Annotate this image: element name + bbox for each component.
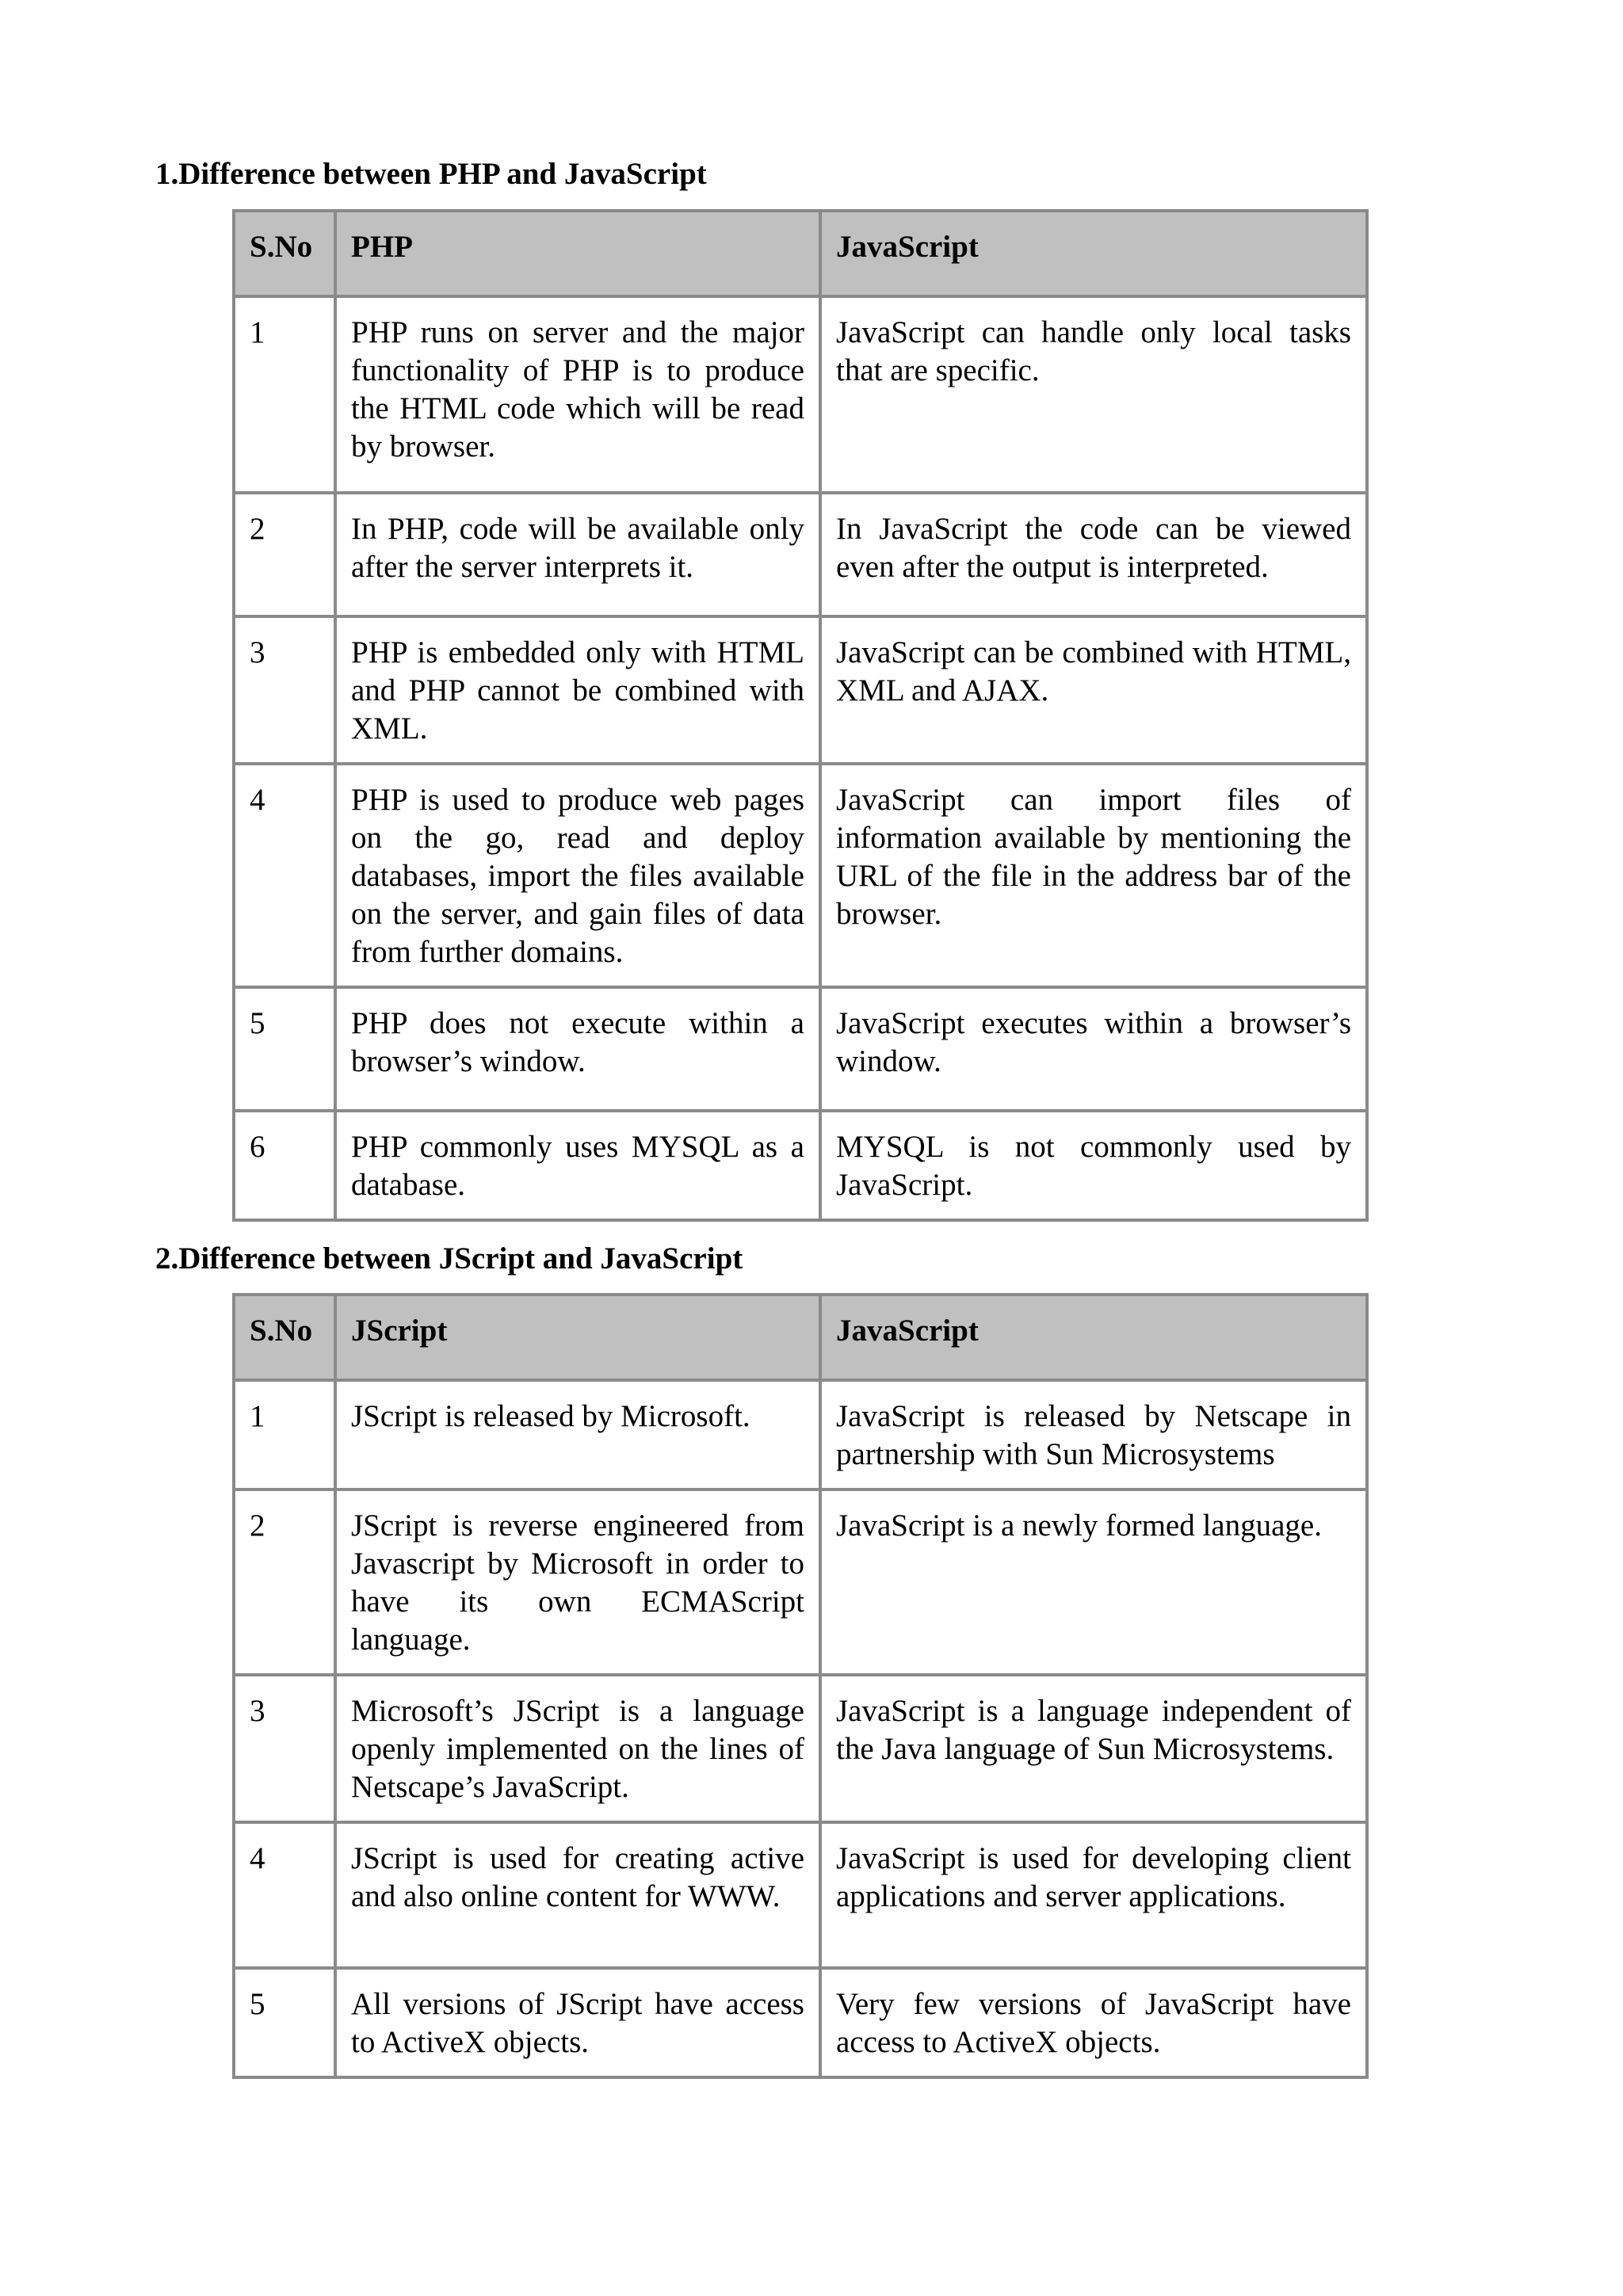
cell-php: PHP commonly uses MYSQL as a database. (335, 1111, 820, 1220)
cell-jscript: JScript is released by Microsoft. (335, 1380, 820, 1489)
table-row (234, 1380, 1367, 1489)
cell-javascript: Very few versions of JavaScript have access to ActiveX objects. (820, 1968, 1367, 2077)
cell-sno: 4 (234, 1822, 335, 1968)
table-row (234, 296, 1367, 493)
cell-javascript: JavaScript can import files of information available by mentioning the URL of the file in the address bar of the browser. (820, 764, 1367, 987)
table-row (234, 1111, 1367, 1220)
cell-sno: 5 (234, 987, 335, 1111)
cell-sno: 5 (234, 1968, 335, 2077)
cell-jscript: All versions of JScript have access to ActiveX objects. (335, 1968, 820, 2077)
table-header-row (234, 211, 1367, 296)
cell-javascript: JavaScript is used for developing client applications and server applications. (820, 1822, 1367, 1968)
cell-javascript: JavaScript executes within a browser’s window. (820, 987, 1367, 1111)
table-row (234, 1675, 1367, 1822)
cell-sno: 2 (234, 493, 335, 616)
table-row (234, 987, 1367, 1111)
cell-jscript: JScript is reverse engineered from Javascript by Microsoft in order to have its own ECMAScript language. (335, 1489, 820, 1675)
cell-javascript: MYSQL is not commonly used by JavaScript. (820, 1111, 1367, 1220)
table-row (234, 764, 1367, 987)
cell-javascript: JavaScript is released by Netscape in partnership with Sun Microsystems (820, 1380, 1367, 1489)
cell-sno: 2 (234, 1489, 335, 1675)
cell-sno: 6 (234, 1111, 335, 1220)
table-row (234, 1822, 1367, 1968)
header-sno: S.No (234, 211, 335, 296)
cell-sno: 3 (234, 1675, 335, 1822)
cell-javascript: In JavaScript the code can be viewed even after the output is interpreted. (820, 493, 1367, 616)
header-sno: S.No (234, 1295, 335, 1380)
section-heading-php-vs-javascript: 1.Difference between PHP and JavaScript (155, 157, 707, 191)
header-javascript: JavaScript (820, 211, 1367, 296)
cell-sno: 4 (234, 764, 335, 987)
header-php: PHP (335, 211, 820, 296)
cell-php: PHP runs on server and the major functionality of PHP is to produce the HTML code which will be read by browser. (335, 296, 820, 493)
comparison-table-jscript-vs-javascript (232, 1293, 1369, 2079)
header-javascript: JavaScript (820, 1295, 1367, 1380)
section-heading-jscript-vs-javascript: 2.Difference between JScript and JavaScript (155, 1241, 743, 1276)
cell-sno: 1 (234, 296, 335, 493)
table-row (234, 616, 1367, 764)
cell-jscript: Microsoft’s JScript is a language openly implemented on the lines of Netscape’s JavaScript. (335, 1675, 820, 1822)
comparison-table-php-vs-javascript (232, 209, 1369, 1222)
cell-jscript: JScript is used for creating active and also online content for WWW. (335, 1822, 820, 1968)
table-row (234, 1489, 1367, 1675)
cell-sno: 1 (234, 1380, 335, 1489)
cell-php: PHP does not execute within a browser’s window. (335, 987, 820, 1111)
header-jscript: JScript (335, 1295, 820, 1380)
cell-php: PHP is embedded only with HTML and PHP cannot be combined with XML. (335, 616, 820, 764)
cell-javascript: JavaScript can handle only local tasks that are specific. (820, 296, 1367, 493)
table-header-row (234, 1295, 1367, 1380)
cell-javascript: JavaScript is a language independent of the Java language of Sun Microsystems. (820, 1675, 1367, 1822)
cell-javascript: JavaScript can be combined with HTML, XML and AJAX. (820, 616, 1367, 764)
table-row (234, 1968, 1367, 2077)
cell-php: In PHP, code will be available only after the server interprets it. (335, 493, 820, 616)
table-row (234, 493, 1367, 616)
cell-php: PHP is used to produce web pages on the go, read and deploy databases, import the files available on the server, and gain files of data from further domains. (335, 764, 820, 987)
cell-javascript: JavaScript is a newly formed language. (820, 1489, 1367, 1675)
cell-sno: 3 (234, 616, 335, 764)
